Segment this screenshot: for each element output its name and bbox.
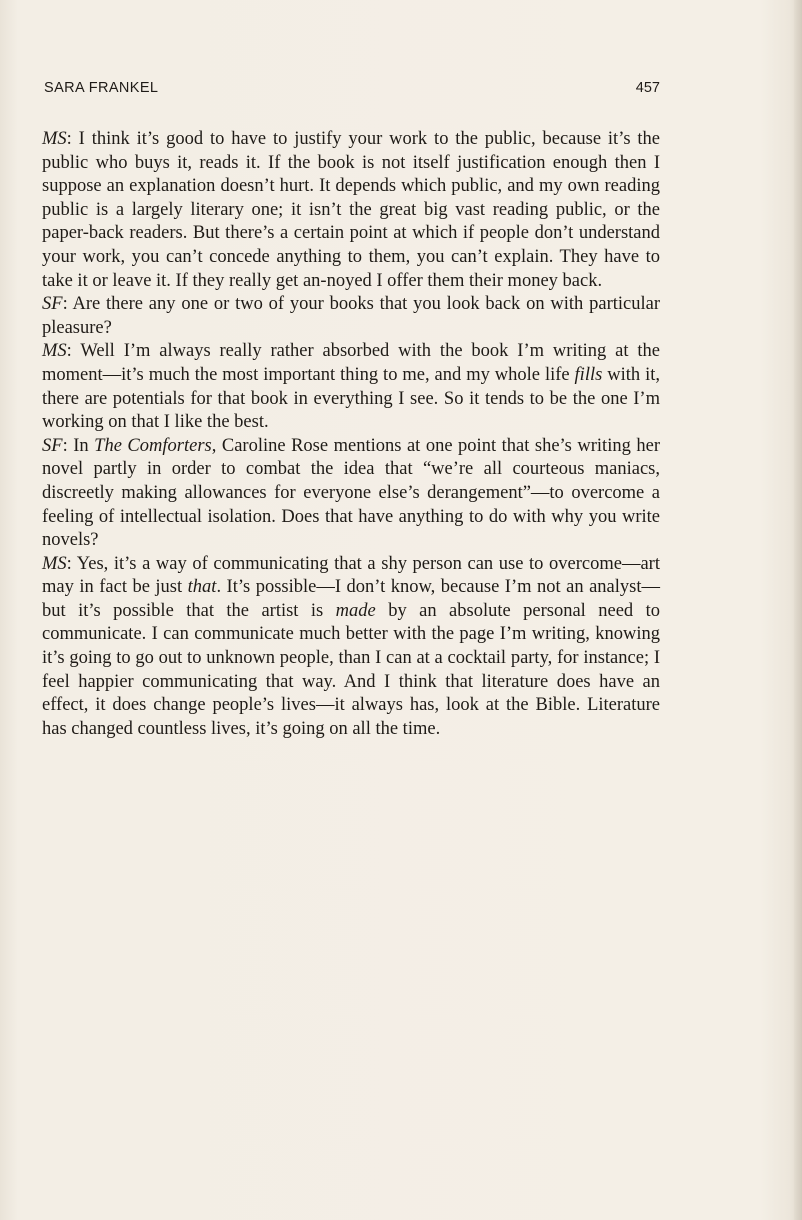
speaker-label: MS bbox=[42, 553, 67, 574]
book-title: The Comforters bbox=[94, 435, 212, 456]
paragraph-text: : Are there any one or two of your books that you look back on with particular pleasure? bbox=[42, 294, 660, 338]
paragraph-text: , Caroline Rose mentions at one point that she’s writing her novel partly in order to combat the idea that “we’re all courteous maniacs, discreetly making allowances for everyone else’s derangement”—to overcome a feeling of intellectual isolation. Does that have anything to do with why you write novels? bbox=[42, 435, 660, 551]
paragraph-ms-justify bbox=[42, 128, 660, 293]
speaker-label: SF bbox=[42, 435, 63, 456]
paragraph-sf-comforters bbox=[42, 435, 660, 553]
emphasis-text: fills bbox=[574, 364, 603, 385]
paragraph-text: : Well I’m always really rather absorbed with the book I’m writing at the moment—it’s much the most important thing to me, and my whole life bbox=[42, 341, 660, 385]
speaker-label: SF bbox=[42, 294, 63, 315]
paragraph-text: . It’s possible—I don’t know, because I’m not an analyst—but it’s possible that the artist is bbox=[42, 577, 661, 621]
paragraph-ms-current-book bbox=[42, 340, 660, 434]
paragraph-sf-question-books bbox=[42, 293, 660, 340]
interview-text bbox=[42, 128, 660, 741]
emphasis-text: that bbox=[187, 577, 217, 598]
running-head-author: SARA FRANKEL bbox=[44, 80, 159, 96]
paragraph-text: : Yes, it’s a way of communicating that a shy person can use to overcome—art may in fact be just bbox=[42, 553, 660, 598]
speaker-label: MS bbox=[42, 129, 67, 149]
paragraph-text: : I think it’s good to have to justify your work to the public, because it’s the public who buys it, reads it. If the book is not itself justification enough then I suppose an explanation doesn’t hurt. It depends which public, and my own reading public is a largely literary one; it isn’t the great big vast reading public, or the paper-back readers. But there’s a certain point at which if people don’t understand your work, you can’t concede anything to them, you can’t explain. They have to take it or leave it. If they really get an-noyed I offer them their money back. bbox=[42, 129, 660, 291]
paragraph-ms-communicating bbox=[42, 553, 660, 742]
paragraph-text: with it, there are potentials for that book in everything I see. So it tends to be the one I’m working on that I like the best. bbox=[42, 364, 660, 433]
speaker-label: MS bbox=[42, 341, 67, 362]
page-number: 457 bbox=[635, 80, 660, 96]
running-head bbox=[44, 80, 660, 102]
paragraph-text: by an absolute personal need to communicate. I can communicate much better with the page I’m writing, knowing it’s going to go out to unknown people, than I can at a cocktail party, for instance; I feel happier communicating that way. And I think that literature does have an effect, it does change people’s lives—it always has, look at the Bible. Literature has changed countless lives, it’s going on all the time. bbox=[42, 600, 660, 739]
paragraph-text: : In bbox=[62, 435, 95, 456]
emphasis-text: made bbox=[335, 600, 376, 621]
page-edge bbox=[794, 0, 802, 1220]
